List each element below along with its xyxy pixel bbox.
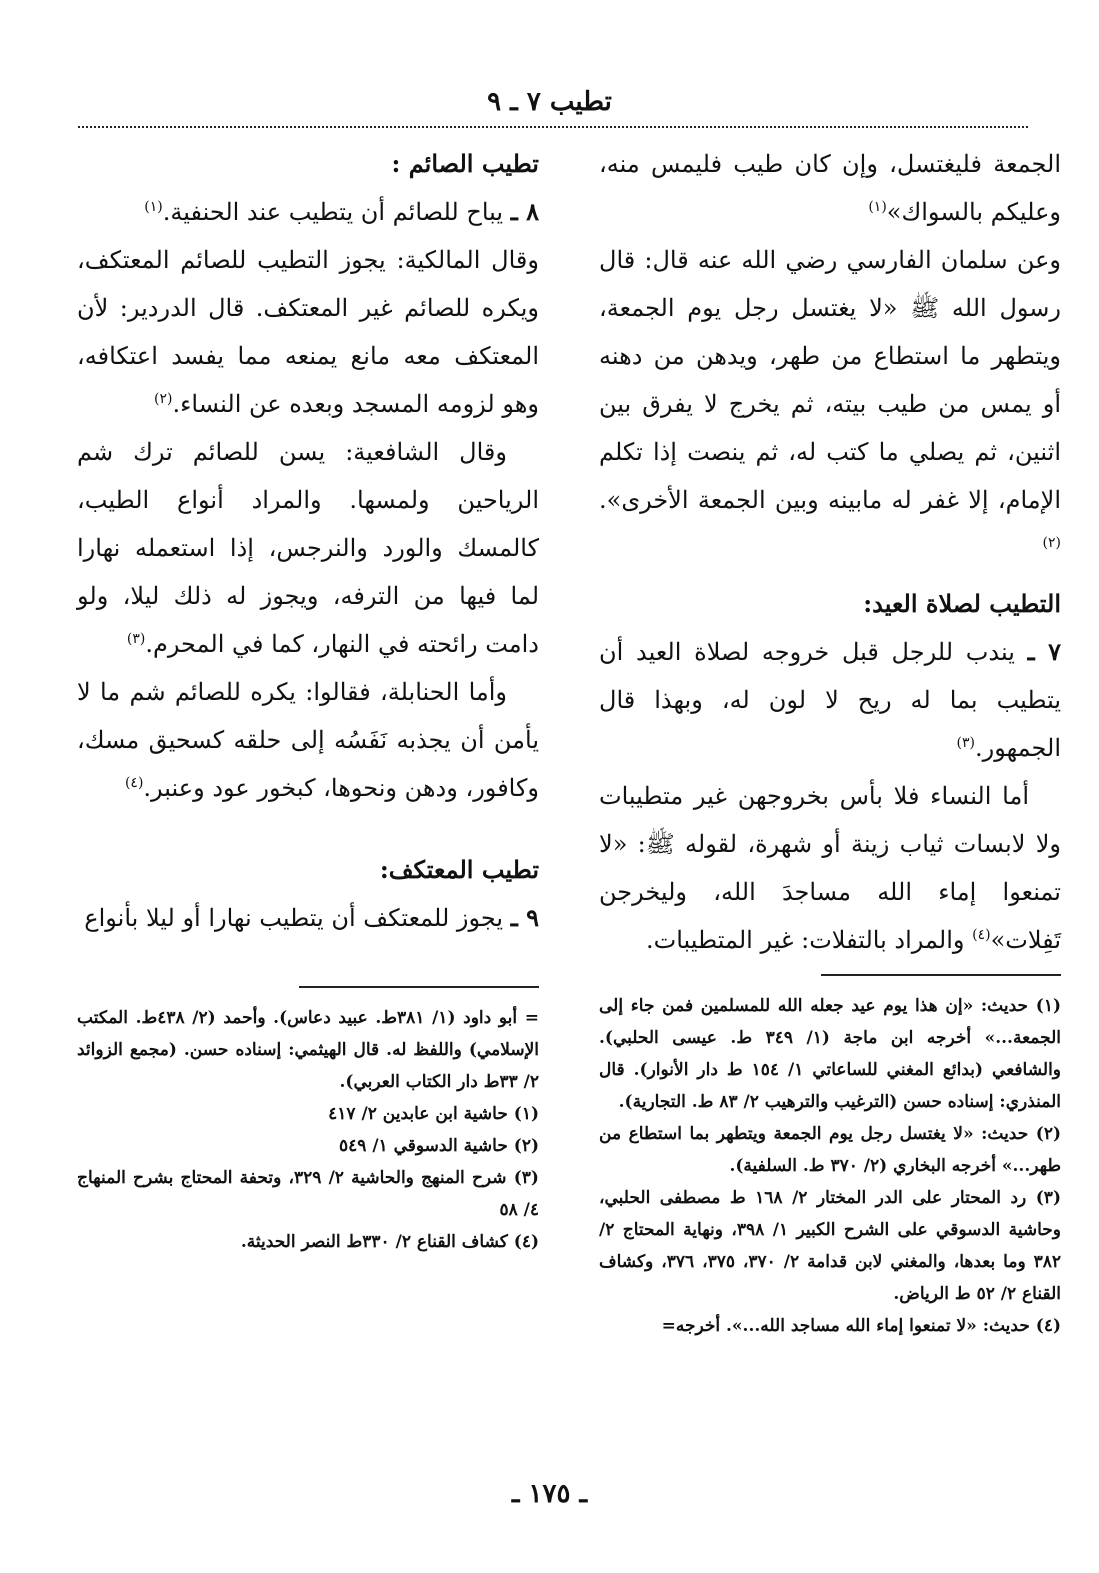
section-8: ٨ ـ يباح للصائم أن يتطيب عند الحنفية.$^{(١)}$ [144,197,539,226]
footnote-ref: (١) [144,199,163,215]
footnote: (٤) كشاف القناع ٢/ ٣٣٠ط النصر الحديثة. [240,1232,539,1252]
section-number: ٩ ـ [510,903,539,932]
right-column [599,140,1061,1342]
footnote: (٣) رد المحتار على الدر المختار ٢/ ١٦٨ ط مصطفى الحلبي، وحاشية الدسوقي على الشرح الكبير ١/ ٣٩٨، ونهاية المحتاج ٢/ ٣٨٢ وما بعدها، والمغني لابن قدامة ٢/ ٣٧٠، ٣٧٥، ٣٧٦، وكشاف القناع ٢/ ٥٢ ط الرياض. [599,1188,1062,1304]
footnote-ref: (٤) [124,775,144,791]
left-body [77,140,539,942]
paragraph-shafii: وقال الشافعية: يسن للصائم ترك شم الرياحين ولمسها. والمراد أنواع الطيب، كالمسك والورد والنرجس، إذا استعمله نهارا لما فيها من الترفه، ويجوز له ذلك ليلا، ولو دامت رائحته في النهار، كما في المحرم.$^{(٣)}$ [77,438,539,658]
paragraph-salman-hadith: وعن سلمان الفارسي رضي الله عنه قال: قال رسول الله ﷺ «لا يغتسل رجل يوم الجمعة، ويتطهر ما استطاع من طهر، ويدهن من دهنه أو يمس من طيب بيته، ثم يخرج لا يفرق بين اثنين، ثم يصلي ما كتب له، ثم ينصت إذا تكلم الإمام، إلا غفر له مابينه وبين الجمعة الأخرى».$^{(٢)}$ [599,246,1062,551]
header-dotted-rule [78,126,1028,128]
footnote-ref: (٣) [126,631,146,647]
footnote-rule [299,986,539,988]
paragraph-hadith-end: الجمعة فليغتسل، وإن كان طيب فليمس منه، وعليكم بالسواك»$^{(١)}$ [599,150,1061,226]
footnote-ref: (٣) [956,735,975,751]
section-9: ٩ ـ يجوز للمعتكف أن يتطيب نهارا أو ليلا بأنواع [84,903,539,932]
left-column [77,140,539,1258]
footnote-ref: (٤) [972,927,991,943]
footnote: (٣) شرح المنهج والحاشية ٢/ ٣٢٩، وتحفة المحتاج بشرح المنهاج ٤/ ٥٨ [77,1168,539,1220]
section-number: ٨ ـ [510,197,539,226]
footnote: = أبو داود (١/ ٣٨١ط. عبيد دعاس). وأحمد (٢/ ٤٣٨ط. المكتب الإسلامي) واللفظ له. قال الهيثمي: إسناده حسن. (مجمع الزوائد ٢/ ٣٣ط دار الكتاب العربي). [77,1008,539,1092]
heading-itikaf-perfume: تطيب المعتكف: [379,855,539,884]
right-footnotes [599,990,1061,1342]
footnote: (٢) حاشية الدسوقي ١/ ٥٤٩ [339,1136,539,1156]
footnote-ref: (٢) [1042,535,1061,551]
paragraph-maliki: وقال المالكية: يجوز التطيب للصائم المعتكف، ويكره للصائم غير المعتكف. قال الدردير: لأن المعتكف معه مانع يمنعه مما يفسد اعتكافه، وهو لزومه المسجد وبعده عن النساء.$^{(٢)}$ [77,246,539,418]
left-footnotes [77,1002,539,1258]
footnote-ref: (٢) [154,391,173,407]
footnote: (٢) حديث: «لا يغتسل رجل يوم الجمعة ويتطهر بما استطاع من طهر...» أخرجه البخاري (٢/ ٣٧٠ ط. السلفية). [599,1124,1061,1176]
heading-eid-perfume: التطيب لصلاة العيد: [863,589,1061,618]
footnote-ref: (١) [868,199,887,215]
running-title: تطيب ٧ ـ ٩ [487,87,612,117]
heading-fasting-perfume: تطيب الصائم : [391,149,539,178]
section-number: ٧ ـ [1027,637,1061,666]
footnote-rule [821,974,1061,976]
footnote: (١) حاشية ابن عابدين ٢/ ٤١٧ [328,1104,539,1124]
page-number: ـ ١٧٥ ـ [511,1479,588,1509]
section-7: ٧ ـ يندب للرجل قبل خروجه لصلاة العيد أن يتطيب بما له ريح لا لون له، وبهذا قال الجمهور.$^{(٣)}$ [599,637,1061,762]
footnote: (١) حديث: «إن هذا يوم عيد جعله الله للمسلمين فمن جاء إلى الجمعة...» أخرجه ابن ماجة (١/ ٣٤٩ ط. عيسى الحلبي). والشافعي (بدائع المغني للساعاتي ١/ ١٥٤ ط دار الأنوار). قال المنذري: إسناده حسن (الترغيب والترهيب ٢/ ٨٣ ط. التجارية). [599,996,1061,1112]
footnote: (٤) حديث: «لا تمنعوا إماء الله مساجد الله...». أخرجه= [661,1316,1061,1336]
right-body [599,140,1061,964]
paragraph-women: أما النساء فلا بأس بخروجهن غير متطيبات ولا لابسات ثياب زينة أو شهرة، لقوله ﷺ: «لا تمنعوا إماء الله مساجدَ الله، وليخرجن تَفِلات»$^{(٤)}$ والمراد بالتفلات: غير المتطيبات. [599,782,1061,954]
paragraph-hanbali: وأما الحنابلة، فقالوا: يكره للصائم شم ما لا يأمن أن يجذبه نَفَسُه إلى حلقه كسحيق مسك، وكافور، ودهن ونحوها، كبخور عود وعنبر.$^{(٤)}$ [77,678,539,802]
